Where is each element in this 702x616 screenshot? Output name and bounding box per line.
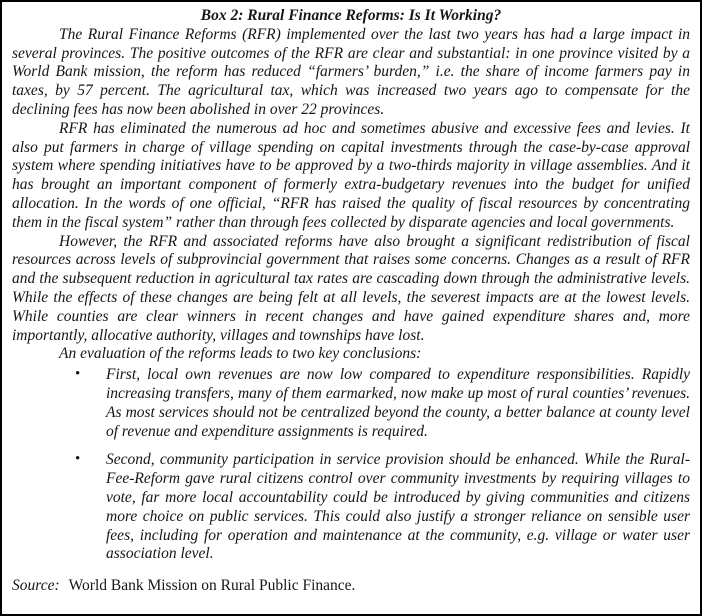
paragraph-intro: The Rural Finance Reforms (RFR) implemented over the last two years has had a large impact in several provinces. The positive outcomes of the RFR are clear and substantial: in one province visited by a World Bank mission, the reform has reduced “farmers’ burden,” i.e. the share of income farmers pay in taxes, by 57 percent. The agricultural tax, which was increased two years ago to compensate for the declining fees has now been abolished in over 22 provinces. <box>12 25 690 118</box>
paragraph-rfr-achievements: RFR has eliminated the numerous ad hoc and sometimes abusive and excessive fees and levies. It also put farmers in charge of village spending on capital investments through the case-by-case approval system where spending initiatives have to be approved by a two-thirds majority in village assemblies. And it has brought an important component of formerly extra-budgetary revenues into the budget for unified allocation. In the words of one official, “RFR has raised the quality of fiscal resources by concentrating them in the fiscal system” rather than through fees collected by disparate agencies and local governments. <box>12 119 690 231</box>
paragraph-evaluation-lead-in: An evaluation of the reforms leads to two key conclusions: <box>59 345 422 363</box>
source-label: Source: <box>12 577 60 595</box>
bullet-icon: • <box>75 451 81 468</box>
box-title: Box 2: Rural Finance Reforms: Is It Working? <box>200 7 502 24</box>
bullet-icon: • <box>75 366 81 383</box>
conclusion-second-text: Second, community participation in service provision should be enhanced. While the Rural-Fee-Reform gave rural citizens control over community investments by requiring villages to vote, far more local accountability could be introduced by giving communities and citizens more choice on public services. This could also justify a stronger reliance on sensible user fees, including for operation and maintenance at the community, e.g. village or water user association level. <box>106 451 690 563</box>
list-item <box>75 451 690 564</box>
paragraph-redistribution-concerns: However, the RFR and associated reforms have also brought a significant redistribution of fiscal resources across levels of subprovincial government that raises some concerns. Changes as a result of RFR and the subsequent reduction in agricultural tax rates are cascading down through the administrative levels. While the effects of these changes are being felt at all levels, the severest impacts are at the lowest levels. While counties are clear winners in recent changes and have gained expenditure shares and, more importantly, allocative authority, villages and townships have lost. <box>12 232 690 344</box>
source-text: World Bank Mission on Rural Public Finance. <box>68 577 356 595</box>
source-line <box>12 577 690 596</box>
list-item <box>75 366 690 441</box>
conclusion-first-text: First, local own revenues are now low compared to expenditure responsibilities. Rapidly increasing transfers, many of them earmarked, now make up most of rural counties’ revenues. As most services should not be centralized beyond the county, a better balance at county level of revenue and expenditure assignments is required. <box>106 366 690 440</box>
conclusions-list <box>12 366 690 564</box>
